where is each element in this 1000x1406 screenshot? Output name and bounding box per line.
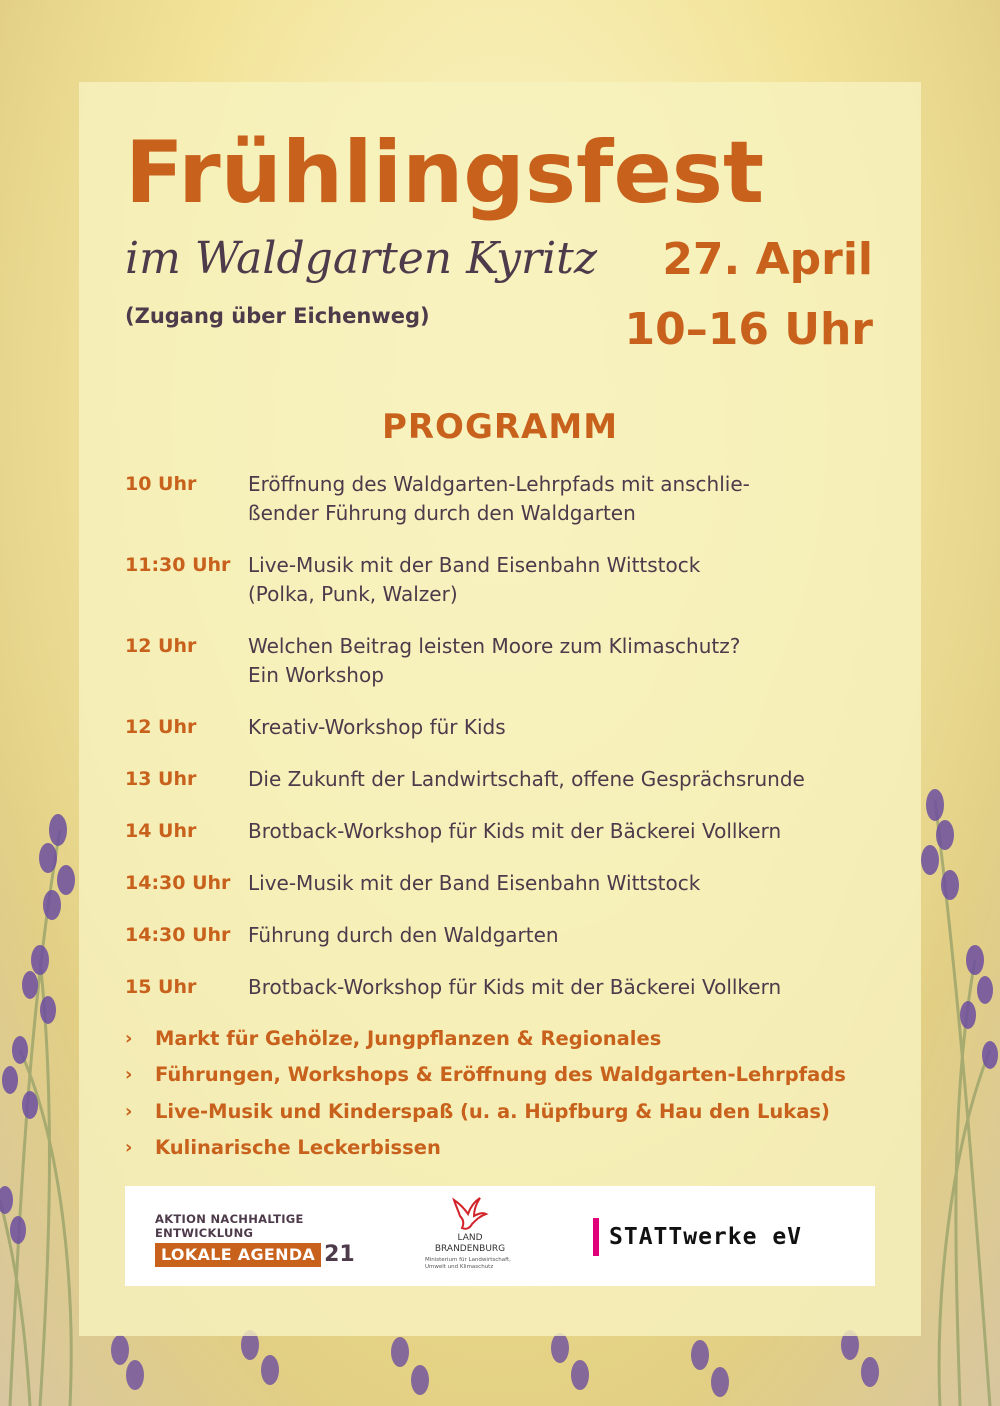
schedule-row xyxy=(125,973,885,1002)
schedule-time: 12 Uhr xyxy=(125,716,197,738)
agenda-name: LOKALE AGENDA xyxy=(155,1243,321,1267)
schedule-description: Die Zukunft der Landwirtschaft, offene Gesprächsrunde xyxy=(248,767,805,791)
schedule-description: Führung durch den Waldgarten xyxy=(248,923,559,947)
schedule-time: 15 Uhr xyxy=(125,976,197,998)
chevron-right-icon: › xyxy=(125,1137,133,1159)
access-note: (Zugang über Eichenweg) xyxy=(125,304,430,328)
event-location: im Waldgarten Kyritz xyxy=(125,233,598,284)
schedule-time: 14:30 Uhr xyxy=(125,872,231,894)
event-time: 10–16 Uhr xyxy=(624,304,873,355)
chevron-right-icon: › xyxy=(125,1064,133,1086)
schedule-description: Brotback-Workshop für Kids mit der Bäckerei Vollkern xyxy=(248,975,782,999)
schedule-row xyxy=(125,713,885,742)
highlight-text: Markt für Gehölze, Jungpflanzen & Regionales xyxy=(155,1026,662,1050)
schedule-row xyxy=(125,817,885,846)
brandenburg-logo xyxy=(425,1194,515,1271)
chevron-right-icon: › xyxy=(125,1100,133,1122)
schedule-time: 14:30 Uhr xyxy=(125,924,231,946)
stattwerke-logo xyxy=(593,1218,802,1256)
schedule-description: Welchen Beitrag leisten Moore zum Klimaschutz? Ein Workshop xyxy=(248,634,741,687)
schedule-description: Kreativ-Workshop für Kids xyxy=(248,715,506,739)
schedule-row xyxy=(125,470,885,528)
schedule-row xyxy=(125,869,885,898)
brandenburg-line1: LAND xyxy=(457,1233,483,1243)
brandenburg-line2: BRANDENBURG xyxy=(434,1244,506,1254)
schedule-time: 10 Uhr xyxy=(125,473,197,495)
event-date: 27. April xyxy=(662,234,873,285)
schedule-description: Brotback-Workshop für Kids mit der Bäckerei Vollkern xyxy=(248,819,782,843)
stattwerke-bar xyxy=(593,1218,599,1256)
highlights-list xyxy=(125,1020,885,1166)
stattwerke-name: STATTwerke eV xyxy=(609,1224,803,1250)
schedule-description: Eröffnung des Waldgarten-Lehrpfads mit anschlie- ßender Führung durch den Waldgarten xyxy=(248,472,750,525)
highlight-item xyxy=(125,1093,885,1130)
agenda-tagline: AKTION NACHHALTIGE ENTWICKLUNG xyxy=(155,1212,304,1240)
program-heading: PROGRAMM xyxy=(381,407,619,447)
chevron-right-icon: › xyxy=(125,1027,133,1049)
sponsor-logos xyxy=(125,1186,875,1286)
schedule-row xyxy=(125,765,885,794)
schedule-time: 13 Uhr xyxy=(125,768,197,790)
schedule-description: Live-Musik mit der Band Eisenbahn Wittstock (Polka, Punk, Walzer) xyxy=(248,553,701,606)
highlight-text: Führungen, Workshops & Eröffnung des Waldgarten-Lehrpfads xyxy=(155,1063,846,1087)
event-title: Frühlingsfest xyxy=(125,123,765,223)
schedule-row xyxy=(125,551,885,609)
schedule-time: 14 Uhr xyxy=(125,820,197,842)
eagle-icon xyxy=(450,1194,490,1232)
schedule-row xyxy=(125,921,885,950)
brandenburg-ministry: Ministerium für Landwirtschaft, Umwelt und Klimaschutz xyxy=(425,1257,511,1270)
highlight-text: Kulinarische Leckerbissen xyxy=(155,1136,441,1160)
program-schedule xyxy=(125,470,885,1025)
lokale-agenda-logo xyxy=(155,1212,380,1267)
highlight-item xyxy=(125,1020,885,1057)
schedule-description: Live-Musik mit der Band Eisenbahn Wittstock xyxy=(248,871,701,895)
schedule-time: 12 Uhr xyxy=(125,635,197,657)
schedule-row xyxy=(125,632,885,690)
schedule-time: 11:30 Uhr xyxy=(125,554,231,576)
highlight-item xyxy=(125,1130,885,1167)
highlight-text: Live-Musik und Kinderspaß (u. a. Hüpfburg & Hau den Lukas) xyxy=(155,1099,830,1123)
agenda-number: 21 xyxy=(324,1242,355,1267)
highlight-item xyxy=(125,1057,885,1094)
